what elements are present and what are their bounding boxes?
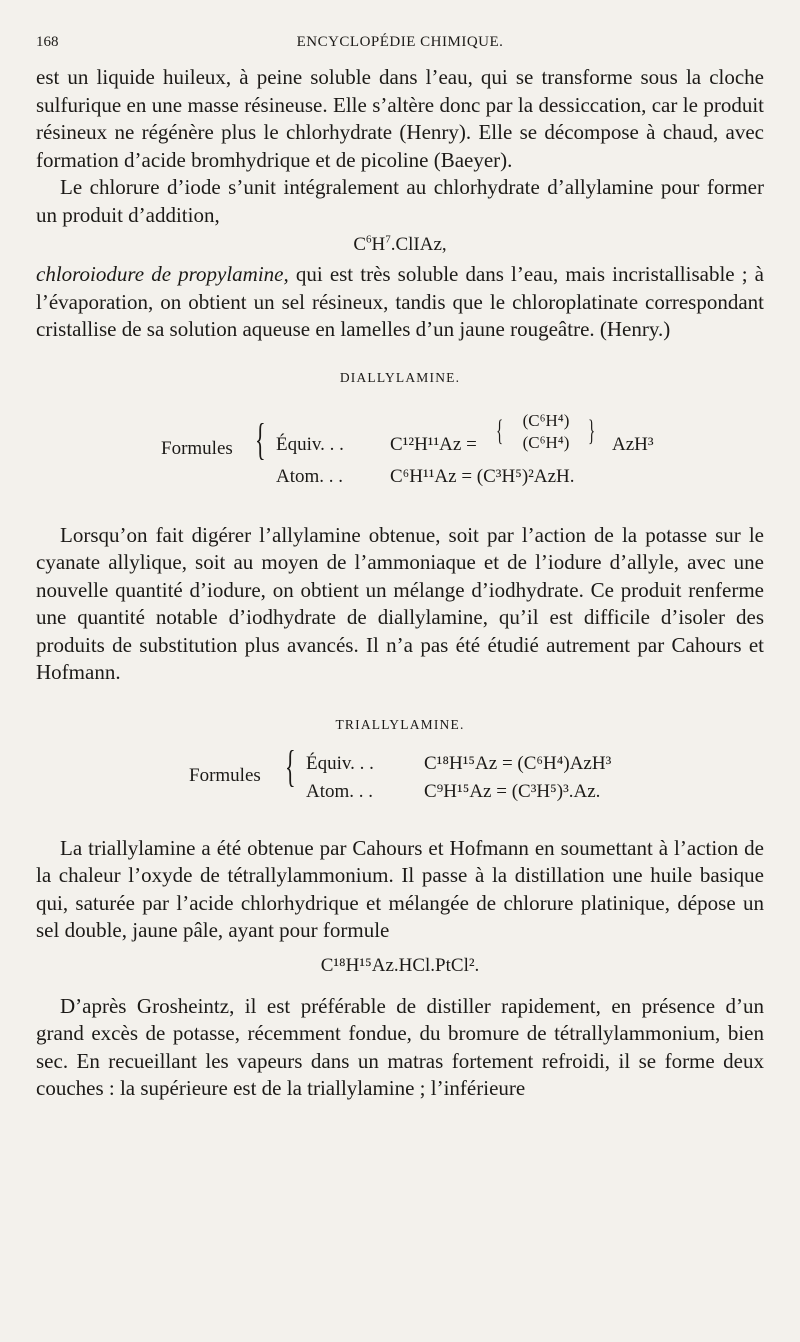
equiv-label: Équiv. . . bbox=[276, 433, 344, 455]
triallylamine-formulas bbox=[36, 741, 764, 821]
section-title-triallylamine: TRIALLYLAMINE. bbox=[335, 716, 465, 732]
paragraph-1: est un liquide huileux, à peine soluble dans l’eau, qui se transforme sous la cloche sulfurique en une masse résineuse. Elle s’altère donc par la dessiccation, car le produit résineux ne régénère plus le chlorhydrate (Henry). Elle se décompose à chaud, avec formation d’acide bromhydrique et de picoline (Baeyer). bbox=[36, 65, 764, 172]
paragraph-6: D’après Grosheintz, il est préférable de distiller rapidement, en présence d’un grand excès de potasse, récemment fondue, du bromure de tétrallylammonium, bien sec. En recueillant les vapeurs dans un matras fortement refroidi, il se forme deux couches : la supérieure est de la triallylamine ; l’inférieure bbox=[36, 993, 764, 1100]
compound-name-italic: chloroiodure de propylamine, bbox=[36, 262, 289, 286]
formula-platinum-salt: C¹⁸H¹⁵Az.HCl.PtCl². bbox=[320, 954, 480, 976]
paragraph-3: chloroiodure de propylamine, qui est très soluble dans l’eau, mais incristallisable ; à l’évaporation, on obtient un sel résineux, tandis que le chloroplatinate correspondant cristallise de sa solution aqueuse en lamelles d’un jaune rougeâtre. (Henry.) bbox=[36, 262, 764, 341]
stack-left-brace: { bbox=[496, 413, 504, 447]
formula-chloroiodure: $C^6H^7.ClIAz$, bbox=[353, 233, 447, 255]
diallylamine-formulas bbox=[36, 396, 764, 516]
equiv-formula: C¹²H¹¹Az = bbox=[390, 433, 477, 455]
formulas-label: Formules bbox=[189, 764, 261, 786]
page-header bbox=[36, 34, 764, 60]
section-title-diallylamine: DIALLYLAMINE. bbox=[339, 369, 461, 385]
paragraph-2: Le chlorure d’iode s’unit intégralement au chlorhydrate d’allylamine pour former un produit d’addition, bbox=[36, 175, 764, 227]
equiv-formula: C¹⁸H¹⁵Az = (C⁶H⁴)AzH³ bbox=[424, 752, 612, 774]
atom-label: Atom. . . bbox=[276, 465, 344, 487]
equiv-label: Équiv. . . bbox=[306, 752, 374, 774]
formulas-label: Formules bbox=[161, 437, 233, 459]
paragraph-5: La triallylamine a été obtenue par Cahours et Hofmann en soumettant à l’action de la chaleur l’oxyde de tétrallylammonium. Il passe à la distillation une huile basique qui, saturée par l’acide chlorhydrique et mélangée de chlorure platinique, dépose un sel double, jaune pâle, ayant pour formule bbox=[36, 835, 764, 942]
formula-stack: (C⁶H⁴) (C⁶H⁴) bbox=[522, 410, 570, 452]
atom-formula: C⁶H¹¹Az = (C³H⁵)²AzH. bbox=[390, 465, 575, 487]
atom-formula: C⁹H¹⁵Az = (C³H⁵)³.Az. bbox=[424, 780, 601, 802]
paragraph-4: Lorsqu’on fait digérer l’allylamine obtenue, soit par l’action de la potasse sur le cyanate allylique, soit au moyen de l’ammoniaque et de l’iodure d’allyle, avec une nouvelle quantité d’iodure, on obtient un mélange d’iodhydrate. Ce produit renferme une quantité notable d’iodhydrate de diallylamine, qu’il est difficile d’isoler des produits de substitution plus avancés. Il n’a pas été étudié autrement par Cahours et Hofmann. bbox=[36, 522, 764, 684]
stack-right-brace: } bbox=[588, 413, 596, 447]
page-number: 168 bbox=[36, 34, 59, 50]
left-brace: { bbox=[285, 741, 296, 791]
running-title: ENCYCLOPÉDIE CHIMIQUE. bbox=[296, 34, 504, 50]
atom-label: Atom. . . bbox=[306, 780, 374, 802]
equiv-tail: AzH³ bbox=[612, 433, 654, 455]
left-brace: { bbox=[255, 414, 266, 464]
document-page bbox=[36, 34, 764, 1103]
